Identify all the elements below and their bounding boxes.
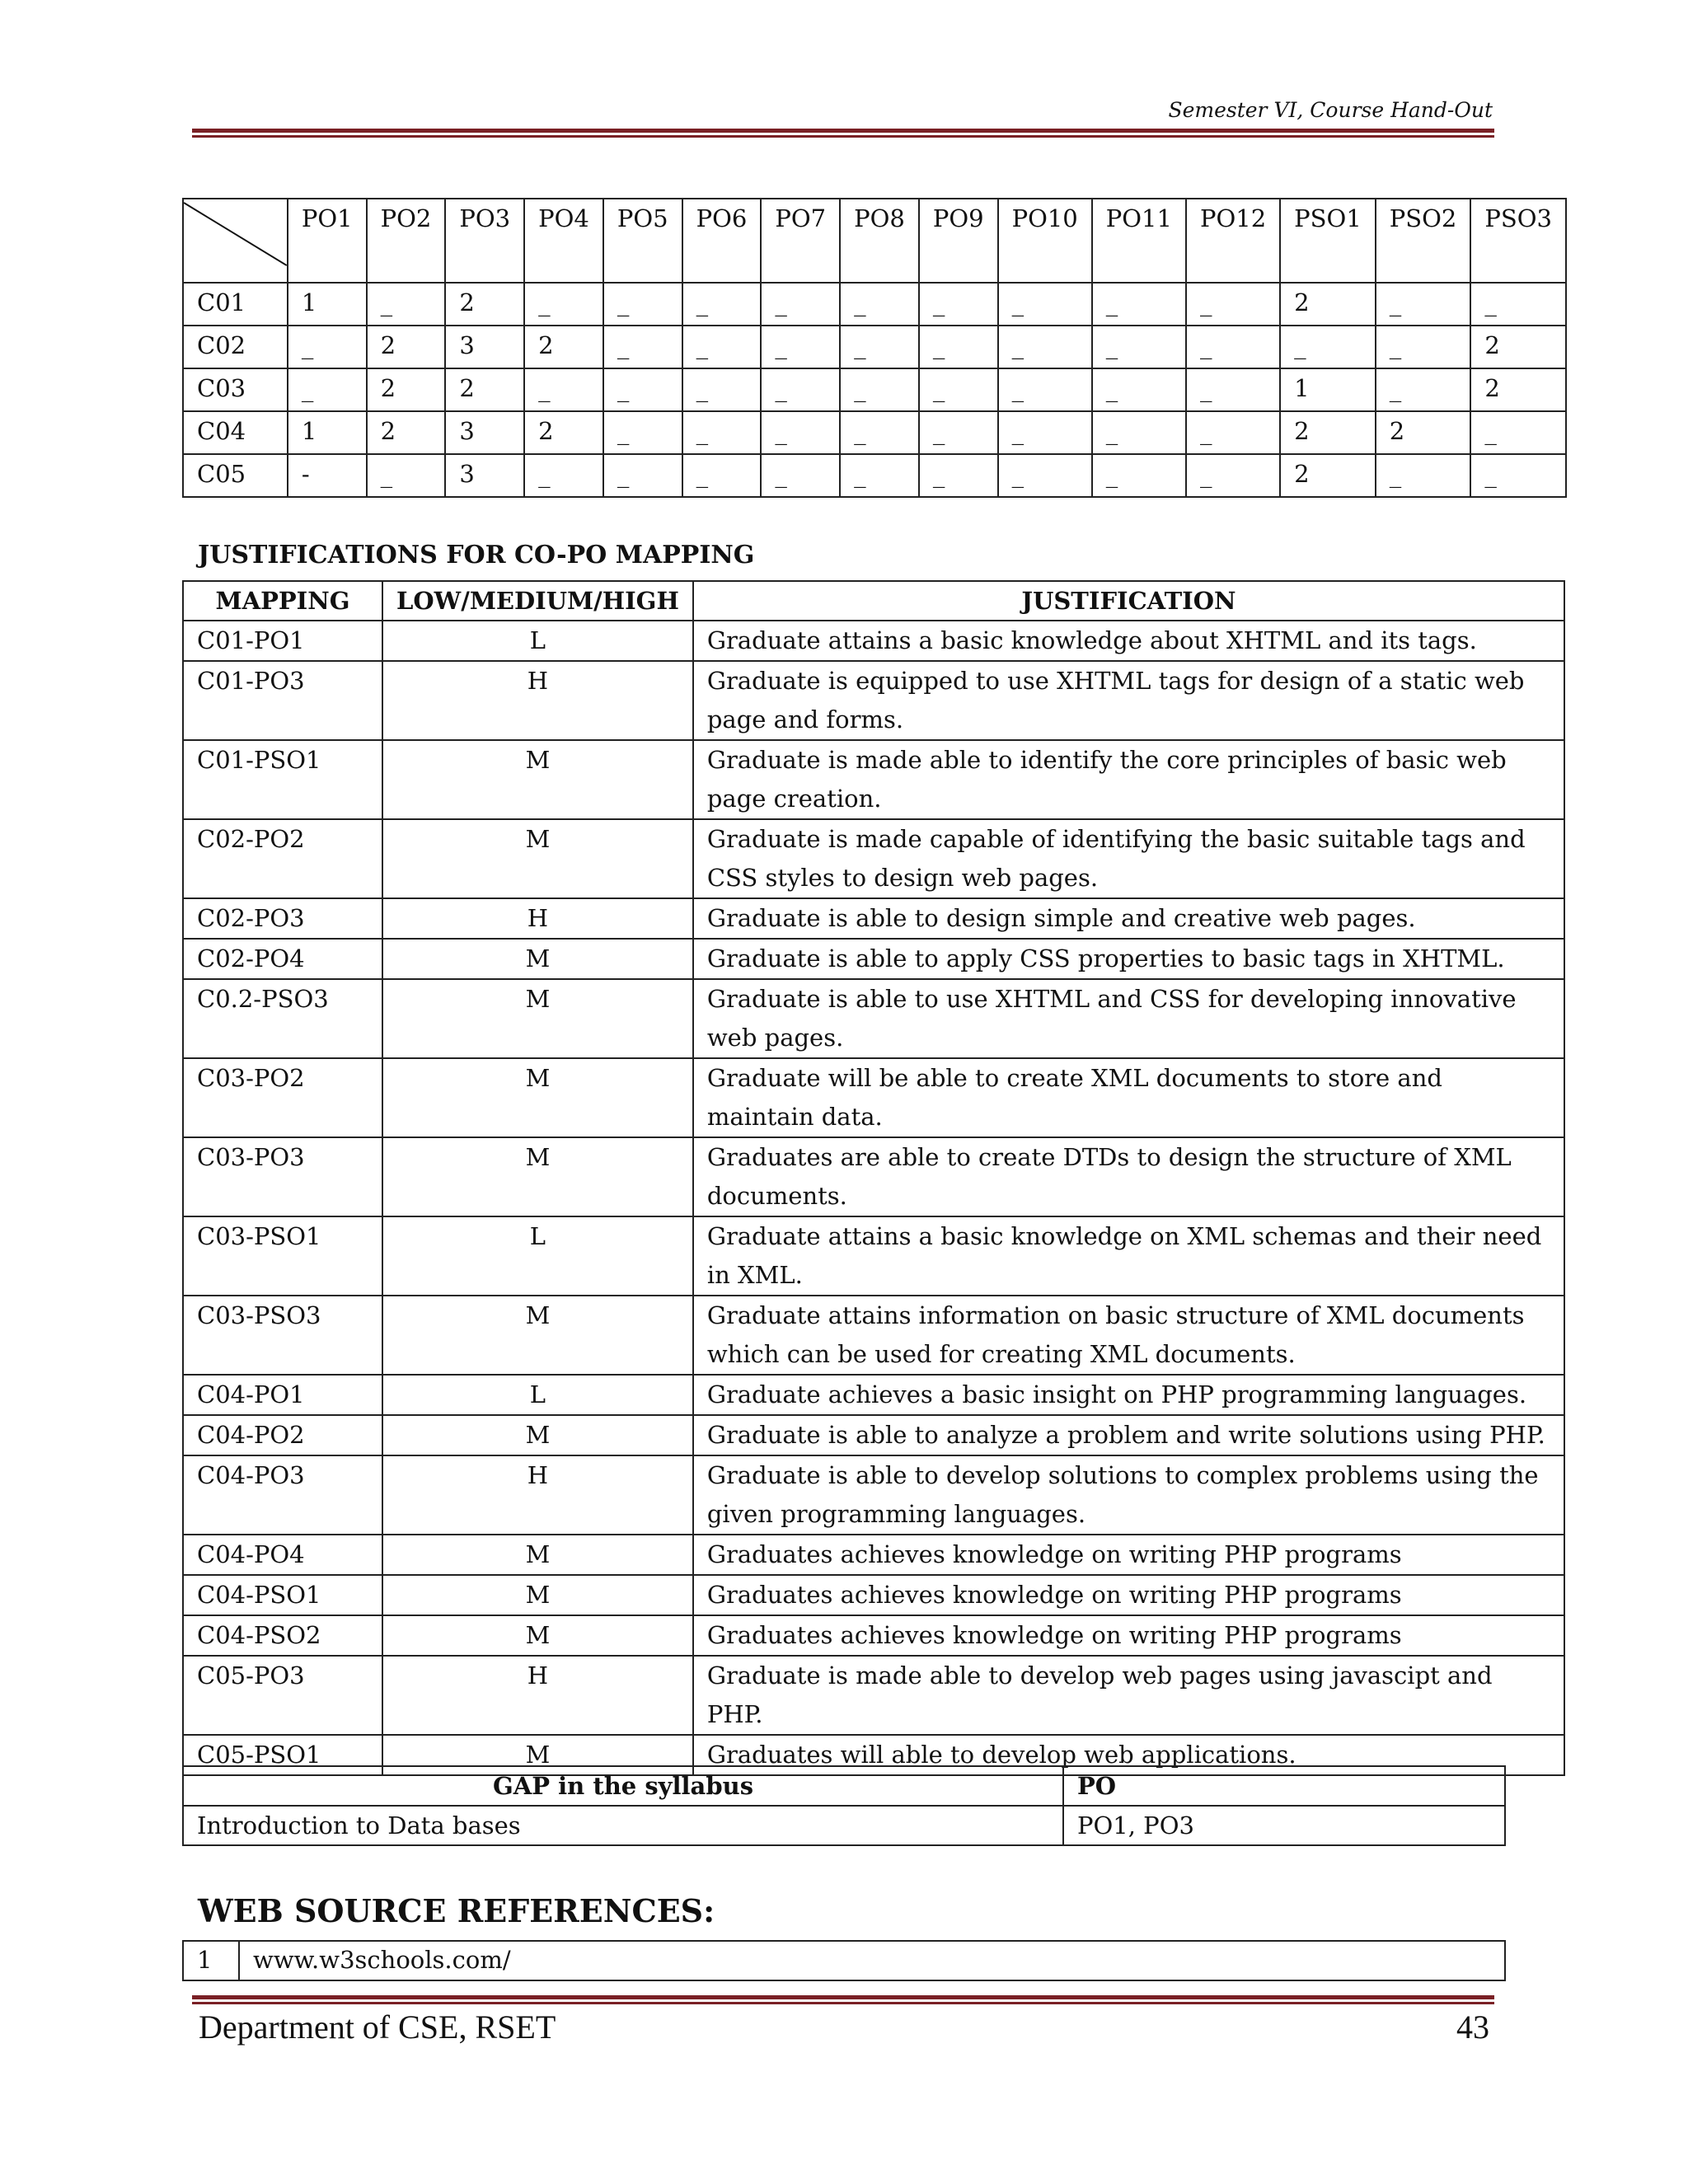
- mapping-value: _: [524, 283, 603, 326]
- justification-cell: Graduate is equipped to use XHTML tags for design of a static web page and forms.: [693, 661, 1564, 740]
- gap-cell: Introduction to Data bases: [183, 1806, 1063, 1845]
- justification-cell: Graduate is able to analyze a problem and write solutions using PHP.: [693, 1415, 1564, 1455]
- mapping-value: 2: [1280, 411, 1376, 454]
- level-header: LOW/MEDIUM/HIGH: [382, 581, 693, 621]
- justification-cell: Graduates will able to develop web applications.: [693, 1735, 1564, 1775]
- mapping-value: _: [919, 368, 998, 411]
- mapping-value: _: [919, 326, 998, 368]
- mapping-value: _: [603, 454, 682, 497]
- po-header: PO: [1063, 1766, 1505, 1806]
- justification-row: [183, 898, 1564, 939]
- justification-cell: Graduate is able to apply CSS properties to basic tags in XHTML.: [693, 939, 1564, 979]
- po-column-header: PO6: [682, 199, 762, 283]
- justification-cell: Graduate attains a basic knowledge on XML schemas and their need in XML.: [693, 1216, 1564, 1296]
- mapping-cell: C05-PO3: [183, 1656, 382, 1735]
- mapping-value: _: [998, 326, 1092, 368]
- mapping-cell: C01-PO3: [183, 661, 382, 740]
- mapping-cell: C02-PO4: [183, 939, 382, 979]
- mapping-value: 2: [445, 283, 524, 326]
- mapping-value: _: [1092, 326, 1186, 368]
- justification-cell: Graduate achieves a basic insight on PHP programming languages.: [693, 1375, 1564, 1415]
- co-label: C04: [183, 411, 288, 454]
- justification-row: [183, 1575, 1564, 1615]
- mapping-cell: C0.2-PSO3: [183, 979, 382, 1058]
- mapping-value: _: [682, 454, 762, 497]
- mapping-value: 1: [288, 411, 367, 454]
- level-cell: M: [382, 979, 693, 1058]
- level-cell: L: [382, 1216, 693, 1296]
- mapping-value: _: [1470, 454, 1566, 497]
- web-references-table: [182, 1940, 1506, 1981]
- mapping-cell: C04-PO2: [183, 1415, 382, 1455]
- page-number: 43: [1456, 2008, 1489, 2046]
- mapping-value: _: [524, 368, 603, 411]
- justification-cell: Graduates achieves knowledge on writing PHP programs: [693, 1535, 1564, 1575]
- po-column-header: PO12: [1186, 199, 1280, 283]
- justification-cell: Graduate attains a basic knowledge about XHTML and its tags.: [693, 621, 1564, 661]
- mapping-value: _: [919, 283, 998, 326]
- mapping-cell: C03-PO2: [183, 1058, 382, 1137]
- justification-cell: Graduate will be able to create XML documents to store and maintain data.: [693, 1058, 1564, 1137]
- justification-row: [183, 819, 1564, 898]
- mapping-value: _: [603, 283, 682, 326]
- co-po-header-row: [183, 199, 1566, 283]
- po-column-header: PO4: [524, 199, 603, 283]
- justification-cell: Graduate is able to develop solutions to complex problems using the given programming languages.: [693, 1455, 1564, 1535]
- justification-row: [183, 1216, 1564, 1296]
- mapping-value: _: [1470, 411, 1566, 454]
- mapping-value: _: [840, 326, 919, 368]
- footer-rule-thin: [192, 2002, 1494, 2004]
- level-cell: H: [382, 1455, 693, 1535]
- corner-diagonal-cell: [183, 199, 288, 283]
- mapping-value: 2: [1470, 368, 1566, 411]
- mapping-value: _: [1280, 326, 1376, 368]
- level-cell: M: [382, 1615, 693, 1656]
- mapping-value: 1: [288, 283, 367, 326]
- po-column-header: PO3: [445, 199, 524, 283]
- mapping-value: _: [840, 283, 919, 326]
- justification-row: [183, 979, 1564, 1058]
- justification-row: [183, 1375, 1564, 1415]
- justification-row: [183, 939, 1564, 979]
- justification-header: JUSTIFICATION: [693, 581, 1564, 621]
- mapping-value: 2: [367, 326, 446, 368]
- mapping-value: 3: [445, 326, 524, 368]
- mapping-value: _: [1092, 454, 1186, 497]
- gap-row: [183, 1806, 1505, 1845]
- header-rule: [192, 129, 1494, 133]
- level-cell: H: [382, 661, 693, 740]
- mapping-value: _: [1092, 411, 1186, 454]
- mapping-value: _: [761, 368, 840, 411]
- mapping-value: 2: [524, 326, 603, 368]
- justification-cell: Graduate attains information on basic structure of XML documents which can be used for creating XML documents.: [693, 1296, 1564, 1375]
- mapping-value: _: [603, 368, 682, 411]
- justification-cell: Graduates achieves knowledge on writing PHP programs: [693, 1575, 1564, 1615]
- level-cell: H: [382, 1656, 693, 1735]
- mapping-value: _: [761, 411, 840, 454]
- mapping-cell: C01-PO1: [183, 621, 382, 661]
- co-po-matrix-table: [182, 198, 1567, 498]
- level-cell: M: [382, 939, 693, 979]
- justification-row: [183, 1535, 1564, 1575]
- mapping-value: 3: [445, 454, 524, 497]
- mapping-value: _: [998, 283, 1092, 326]
- running-header: Semester VI, Course Hand-Out: [1168, 98, 1493, 122]
- mapping-value: 2: [1470, 326, 1566, 368]
- mapping-value: _: [998, 411, 1092, 454]
- level-cell: L: [382, 1375, 693, 1415]
- mapping-header: MAPPING: [183, 581, 382, 621]
- justification-row: [183, 1656, 1564, 1735]
- justification-cell: Graduates are able to create DTDs to design the structure of XML documents.: [693, 1137, 1564, 1216]
- reference-url: www.w3schools.com/: [239, 1941, 1505, 1980]
- mapping-value: _: [1376, 368, 1471, 411]
- justification-cell: Graduate is able to use XHTML and CSS for developing innovative web pages.: [693, 979, 1564, 1058]
- level-cell: M: [382, 740, 693, 819]
- mapping-value: 2: [367, 411, 446, 454]
- mapping-value: 2: [1376, 411, 1471, 454]
- mapping-cell: C04-PO3: [183, 1455, 382, 1535]
- mapping-value: _: [840, 454, 919, 497]
- justification-row: [183, 1137, 1564, 1216]
- po-column-header: PO1: [288, 199, 367, 283]
- mapping-value: _: [682, 368, 762, 411]
- mapping-value: _: [761, 283, 840, 326]
- gap-po-cell: PO1, PO3: [1063, 1806, 1505, 1845]
- mapping-value: _: [1376, 326, 1471, 368]
- co-label: C05: [183, 454, 288, 497]
- mapping-cell: C03-PSO3: [183, 1296, 382, 1375]
- gap-table: [182, 1765, 1506, 1846]
- mapping-value: _: [603, 326, 682, 368]
- justifications-table: [182, 580, 1565, 1776]
- mapping-value: 2: [445, 368, 524, 411]
- level-cell: M: [382, 1296, 693, 1375]
- mapping-value: _: [1092, 283, 1186, 326]
- co-row: [183, 411, 1566, 454]
- mapping-value: _: [1186, 283, 1280, 326]
- justification-row: [183, 740, 1564, 819]
- mapping-value: _: [761, 326, 840, 368]
- po-column-header: PO7: [761, 199, 840, 283]
- mapping-cell: C04-PO4: [183, 1535, 382, 1575]
- justification-cell: Graduate is able to design simple and creative web pages.: [693, 898, 1564, 939]
- level-cell: M: [382, 1137, 693, 1216]
- mapping-value: _: [1376, 283, 1471, 326]
- mapping-cell: C04-PSO2: [183, 1615, 382, 1656]
- mapping-value: _: [1186, 411, 1280, 454]
- level-cell: H: [382, 898, 693, 939]
- mapping-value: _: [1470, 283, 1566, 326]
- mapping-value: _: [840, 411, 919, 454]
- justification-row: [183, 1058, 1564, 1137]
- footer-rule: [192, 1995, 1494, 1999]
- mapping-value: _: [288, 326, 367, 368]
- justifications-title: JUSTIFICATIONS FOR CO-PO MAPPING: [198, 541, 755, 569]
- po-column-header: PO8: [840, 199, 919, 283]
- mapping-value: _: [603, 411, 682, 454]
- level-cell: M: [382, 1058, 693, 1137]
- mapping-cell: C04-PO1: [183, 1375, 382, 1415]
- level-cell: M: [382, 819, 693, 898]
- mapping-value: _: [998, 454, 1092, 497]
- mapping-cell: C04-PSO1: [183, 1575, 382, 1615]
- co-label: C02: [183, 326, 288, 368]
- justification-cell: Graduate is made capable of identifying the basic suitable tags and CSS styles to design web pages.: [693, 819, 1564, 898]
- po-column-header: PSO3: [1470, 199, 1566, 283]
- mapping-value: _: [1186, 326, 1280, 368]
- po-column-header: PSO1: [1280, 199, 1376, 283]
- mapping-value: 2: [1280, 283, 1376, 326]
- co-row: [183, 326, 1566, 368]
- mapping-value: _: [840, 368, 919, 411]
- mapping-value: _: [1186, 368, 1280, 411]
- mapping-value: _: [367, 283, 446, 326]
- mapping-value: _: [367, 454, 446, 497]
- footer-department: Department of CSE, RSET: [199, 2008, 556, 2046]
- gap-header-row: [183, 1766, 1505, 1806]
- co-label: C01: [183, 283, 288, 326]
- justification-row: [183, 621, 1564, 661]
- mapping-value: 1: [1280, 368, 1376, 411]
- mapping-value: 2: [1280, 454, 1376, 497]
- level-cell: M: [382, 1415, 693, 1455]
- justification-cell: Graduates achieves knowledge on writing PHP programs: [693, 1615, 1564, 1656]
- mapping-value: _: [682, 283, 762, 326]
- justification-row: [183, 1296, 1564, 1375]
- mapping-value: _: [682, 326, 762, 368]
- mapping-value: _: [761, 454, 840, 497]
- level-cell: M: [382, 1575, 693, 1615]
- justification-cell: Graduate is made able to develop web pages using javascipt and PHP.: [693, 1656, 1564, 1735]
- header-rule-thin: [192, 135, 1494, 138]
- mapping-value: _: [288, 368, 367, 411]
- mapping-cell: C01-PSO1: [183, 740, 382, 819]
- mapping-value: 2: [524, 411, 603, 454]
- mapping-cell: C03-PSO1: [183, 1216, 382, 1296]
- justification-row: [183, 1415, 1564, 1455]
- web-reference-row: [183, 1941, 1505, 1980]
- co-label: C03: [183, 368, 288, 411]
- mapping-value: _: [682, 411, 762, 454]
- mapping-value: _: [998, 368, 1092, 411]
- justification-row: [183, 1615, 1564, 1656]
- mapping-cell: C05-PSO1: [183, 1735, 382, 1775]
- mapping-cell: C02-PO2: [183, 819, 382, 898]
- mapping-value: _: [1376, 454, 1471, 497]
- mapping-cell: C02-PO3: [183, 898, 382, 939]
- mapping-value: _: [919, 411, 998, 454]
- level-cell: M: [382, 1735, 693, 1775]
- mapping-value: _: [1186, 454, 1280, 497]
- mapping-value: _: [919, 454, 998, 497]
- level-cell: L: [382, 621, 693, 661]
- mapping-cell: C03-PO3: [183, 1137, 382, 1216]
- level-cell: M: [382, 1535, 693, 1575]
- justification-cell: Graduate is made able to identify the core principles of basic web page creation.: [693, 740, 1564, 819]
- mapping-value: -: [288, 454, 367, 497]
- justifications-header-row: [183, 581, 1564, 621]
- justification-row: [183, 1455, 1564, 1535]
- po-column-header: PO2: [367, 199, 446, 283]
- mapping-value: _: [524, 454, 603, 497]
- gap-header: GAP in the syllabus: [183, 1766, 1063, 1806]
- po-column-header: PO5: [603, 199, 682, 283]
- po-column-header: PO9: [919, 199, 998, 283]
- reference-number: 1: [183, 1941, 239, 1980]
- web-references-title: WEB SOURCE REFERENCES:: [198, 1892, 715, 1929]
- mapping-value: 2: [367, 368, 446, 411]
- justification-row: [183, 661, 1564, 740]
- po-column-header: PO10: [998, 199, 1092, 283]
- co-row: [183, 454, 1566, 497]
- po-column-header: PO11: [1092, 199, 1186, 283]
- co-row: [183, 283, 1566, 326]
- co-row: [183, 368, 1566, 411]
- mapping-value: 3: [445, 411, 524, 454]
- po-column-header: PSO2: [1376, 199, 1471, 283]
- mapping-value: _: [1092, 368, 1186, 411]
